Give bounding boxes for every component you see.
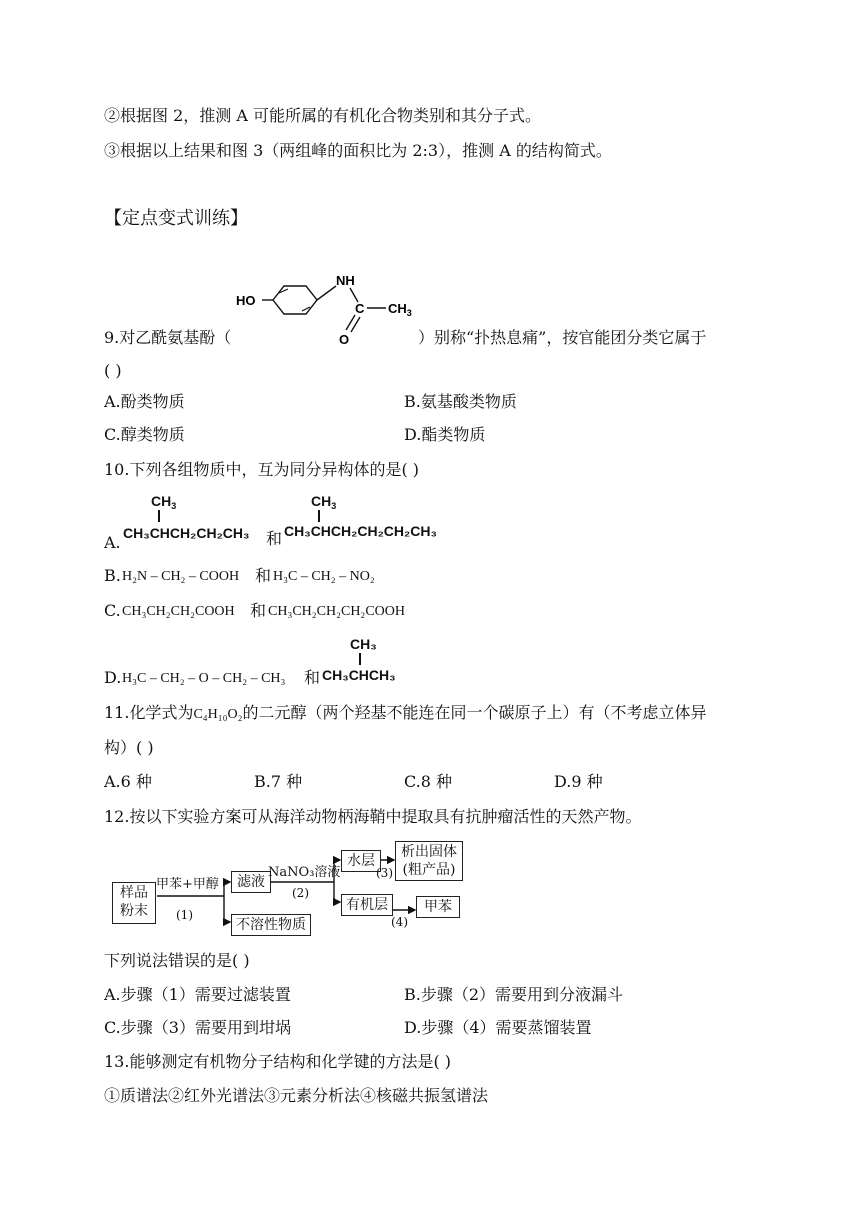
flow-organic-box: 有机层 [341,894,393,916]
q10-c-and: 和 [250,601,267,620]
struct-nh-label: NH [336,273,355,288]
flow-reagent-1: 甲苯+甲醇 [156,877,219,892]
struct-ch3-label: $CH_3$ [388,301,412,318]
section-heading: 【定点变式训练】 [104,208,248,229]
q11-line-2: 构）( ) [104,738,154,757]
flow-step-2: (2) [292,886,309,900]
q11-option-d: D.9 种 [554,772,603,791]
q10-a2-main: CH₃CHCH₂CH₂CH₂CH₃ [284,523,437,539]
q10-c-right: CH₃CH₂CH₂CH₂COOH [268,604,405,619]
q12-option-a: A.步骤（1）需要过滤装置 [104,985,291,1004]
q11-pre: 11.化学式为 [104,703,194,722]
q10-a-and: 和 [266,529,283,548]
flow-step-3: (3) [376,866,393,880]
q10-d-and: 和 [304,668,321,687]
flow-insoluble-box: 不溶性物质 [231,914,311,936]
q9-suffix: ）别称“扑热息痛”，按官能团分类它属于 [418,328,707,347]
q10-d-left: H₃C – CH₂ – O – CH₂ – CH₃ [122,671,286,686]
q12-option-c: C.步骤（3）需要用到坩埚 [104,1018,291,1037]
q12-flowchart [112,838,472,938]
q10-c-left: CH₃CH₂CH₂COOH [122,604,235,619]
struct-c-label: C [355,301,365,316]
q12-stem: 12.按以下实验方案可从海洋动物柄海鞘中提取具有抗肿瘤活性的天然产物。 [104,807,642,826]
flow-step-1: (1) [176,908,193,922]
q9-option-c: C.醇类物质 [104,425,185,444]
flow-toluene-box: 甲苯 [416,896,460,918]
q11-post: 的二元醇（两个羟基不能连在同一个碳原子上）有（不考虑立体异 [242,703,707,722]
q11-option-b: B.7 种 [254,772,303,791]
q10-d-branch-ch3: CH₃ [350,636,377,652]
q10-c-label: C. [104,601,121,620]
q12-option-b: B.步骤（2）需要用到分液漏斗 [404,985,624,1004]
intro-line-3: ③根据以上结果和图 3（两组峰的面积比为 2:3），推测 A 的结构简式。 [104,141,612,160]
flow-solid-box: 析出固体(粗产品) [395,841,463,881]
q9-option-b: B.氨基酸类物质 [404,392,517,411]
q9-prefix: 9.对乙酰氨基酚（ [104,328,232,347]
q9-paren: ( ) [104,361,122,380]
flow-water-box: 水层 [341,850,381,872]
q9-option-d: D.酯类物质 [404,425,486,444]
q13-methods: ①质谱法②红外光谱法③元素分析法④核磁共振氢谱法 [104,1086,489,1105]
q10-d-main: CH₃CHCH₃ [322,667,396,683]
intro-line-2: ②根据图 2，推测 A 可能所属的有机化合物类别和其分子式。 [104,106,541,125]
q13-stem: 13.能够测定有机物分子结构和化学键的方法是( ) [104,1052,452,1071]
q11-line-1 [104,702,707,726]
struct-ho-label: HO [236,293,256,308]
q10-a1-branch-ch3: $CH_3$ [151,493,177,511]
q11-option-c: C.8 种 [404,772,453,791]
q10-a1-main: CH₃CHCH₂CH₂CH₃ [123,525,250,541]
q10-b-and: 和 [255,566,272,585]
flow-reagent-2: NaNO₃溶液 [268,865,341,880]
q10-d-label: D. [104,668,122,687]
q11-formula: C₄H₁₀O₂ [193,707,243,722]
q10-a2-branch-ch3: $CH_3$ [311,493,337,511]
flow-step-4: (4) [391,915,408,929]
struct-o-label: O [339,332,350,347]
flow-sample-box: 样品粉末 [112,882,156,924]
q10-b-label: B. [104,566,121,585]
q10-stem: 10.下列各组物质中，互为同分异构体的是( ) [104,460,420,479]
q12-option-d: D.步骤（4）需要蒸馏装置 [404,1018,592,1037]
q10-b-right: H₃C – CH₂ – NO₂ [273,569,375,584]
q9-option-a: A.酚类物质 [104,392,185,411]
q10-b-left: H₂N – CH₂ – COOH [122,569,240,584]
flow-filtrate-box: 滤液 [231,871,271,893]
q12-question: 下列说法错误的是( ) [104,951,250,970]
q10-a-label: A. [104,533,121,552]
q11-option-a: A.6 种 [104,772,152,791]
acetaminophen-structure [236,268,426,348]
benzene-ring [273,286,317,314]
q10-a1-bond [158,510,160,522]
